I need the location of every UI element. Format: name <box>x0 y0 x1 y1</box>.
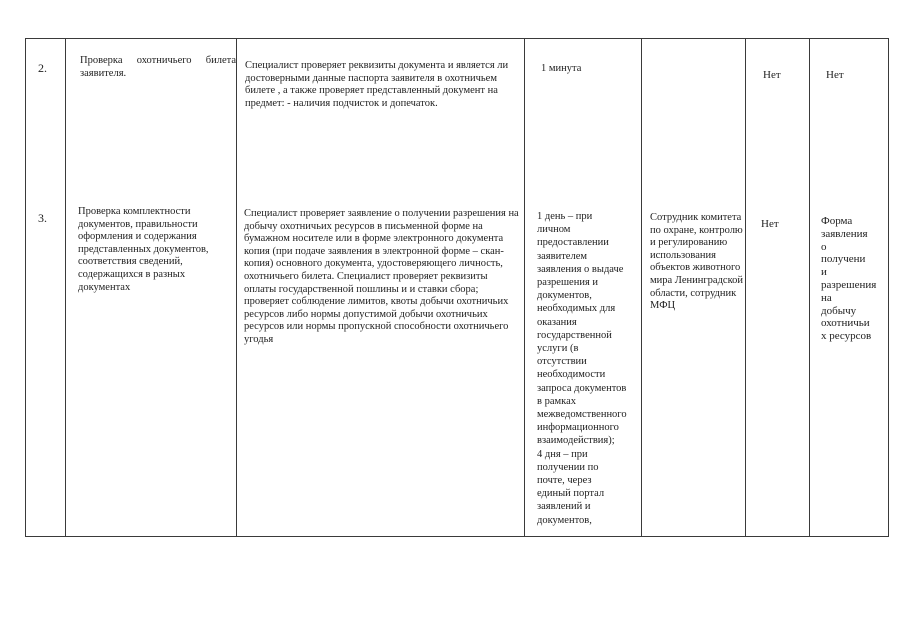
result-form-line: и <box>821 266 827 279</box>
duration-line: предоставлении <box>537 237 609 249</box>
column-divider-5 <box>745 38 746 536</box>
result-form-line: Форма <box>821 215 853 227</box>
duration-line: межведомственного <box>537 409 627 421</box>
duration-line: документов, <box>537 514 592 526</box>
column-divider-2 <box>236 38 237 536</box>
result-form-line: заявления <box>821 227 868 240</box>
result-form-value <box>821 215 887 343</box>
stage-name: Проверка комплектности документов, правильности оформления и содержания представленных документов, соответствия сведений, содержащихся в разных документах <box>78 206 209 293</box>
duration-line: отсутствии <box>537 356 587 368</box>
duration-line: государственной <box>537 329 612 341</box>
resources-value: Нет <box>763 69 781 81</box>
table-divider-bottom <box>25 536 889 537</box>
result-form-line: о <box>821 240 827 253</box>
result-form-line: получени <box>821 253 866 266</box>
duration-line: информационного <box>537 422 619 434</box>
result-form-line: добычу <box>821 304 857 317</box>
row-number: 3. <box>38 211 47 225</box>
duration-line: необходимых для <box>537 303 616 315</box>
duration-line: 4 дня – при <box>537 448 588 460</box>
duration-line: в рамках <box>537 395 576 407</box>
column-divider-3 <box>524 38 525 536</box>
column-divider-6 <box>809 38 810 536</box>
result-form-line: х ресурсов <box>821 330 872 343</box>
resources-value: Нет <box>761 218 779 230</box>
stage-duration <box>537 210 639 527</box>
duration-line: единый портал <box>537 488 605 500</box>
result-form-value: Нет <box>826 69 844 81</box>
result-form-line: на <box>821 291 832 304</box>
responsible-person: Сотрудник комитета по охране, контролю и регулированию использования объектов животного мира Ленинградской области, сотрудник МФЦ <box>650 212 744 312</box>
duration-line: взаимодействия); <box>537 435 615 447</box>
duration-line: услуги (в <box>537 343 579 355</box>
duration-line: заявления о выдаче <box>537 263 624 275</box>
duration-line: документов, <box>537 290 592 302</box>
duration-line: личном <box>537 224 571 236</box>
duration-line: заявителем <box>537 250 588 262</box>
column-divider-4 <box>641 38 642 536</box>
duration-line: заявлений и <box>537 501 591 513</box>
stage-name: Проверка охотничьего билета заявителя. <box>80 55 236 79</box>
duration-line: оказания <box>537 316 577 328</box>
duration-line: получении по <box>537 461 599 473</box>
stage-duration: 1 минута <box>541 63 582 74</box>
result-form-line: охотничьи <box>821 317 870 330</box>
stage-description: Специалист проверяет заявление о получении разрешения на добычу охотничьих ресурсов в письменной форме на бумажном носителе или в форме электронного документа копия (при подаче заявления в электронной форме – скан-копия) основного документа, удостоверяющего личность, охотничьего билета. Специалист проверяет реквизиты оплаты государственной пошлины и и ставки сбора; проверяет соблюдение лимитов, квоты добычи охотничьих ресурсов либо нормы допустимой добычи охотничьих ресурсов или нормы пропускной способности охотничьего угодья <box>244 208 519 345</box>
duration-line: запроса документов <box>537 382 627 394</box>
result-form-line: разрешения <box>821 278 877 291</box>
table-divider-top <box>25 38 889 39</box>
table-border-right <box>888 38 889 536</box>
duration-line: 1 день – при <box>537 211 593 222</box>
row-number: 2. <box>38 61 47 75</box>
duration-line: разрешения и <box>537 277 599 289</box>
stage-description: Специалист проверяет реквизиты документа и является ли достоверными данные паспорта заявителя в охотничьем билете , а также проверяет представленный документ на предмет: - наличия подчисток и допечаток. <box>245 60 509 109</box>
duration-line: необходимости <box>537 369 606 381</box>
column-divider-1 <box>65 38 66 536</box>
table-border-left <box>25 38 26 536</box>
duration-line: почте, через <box>537 475 592 487</box>
